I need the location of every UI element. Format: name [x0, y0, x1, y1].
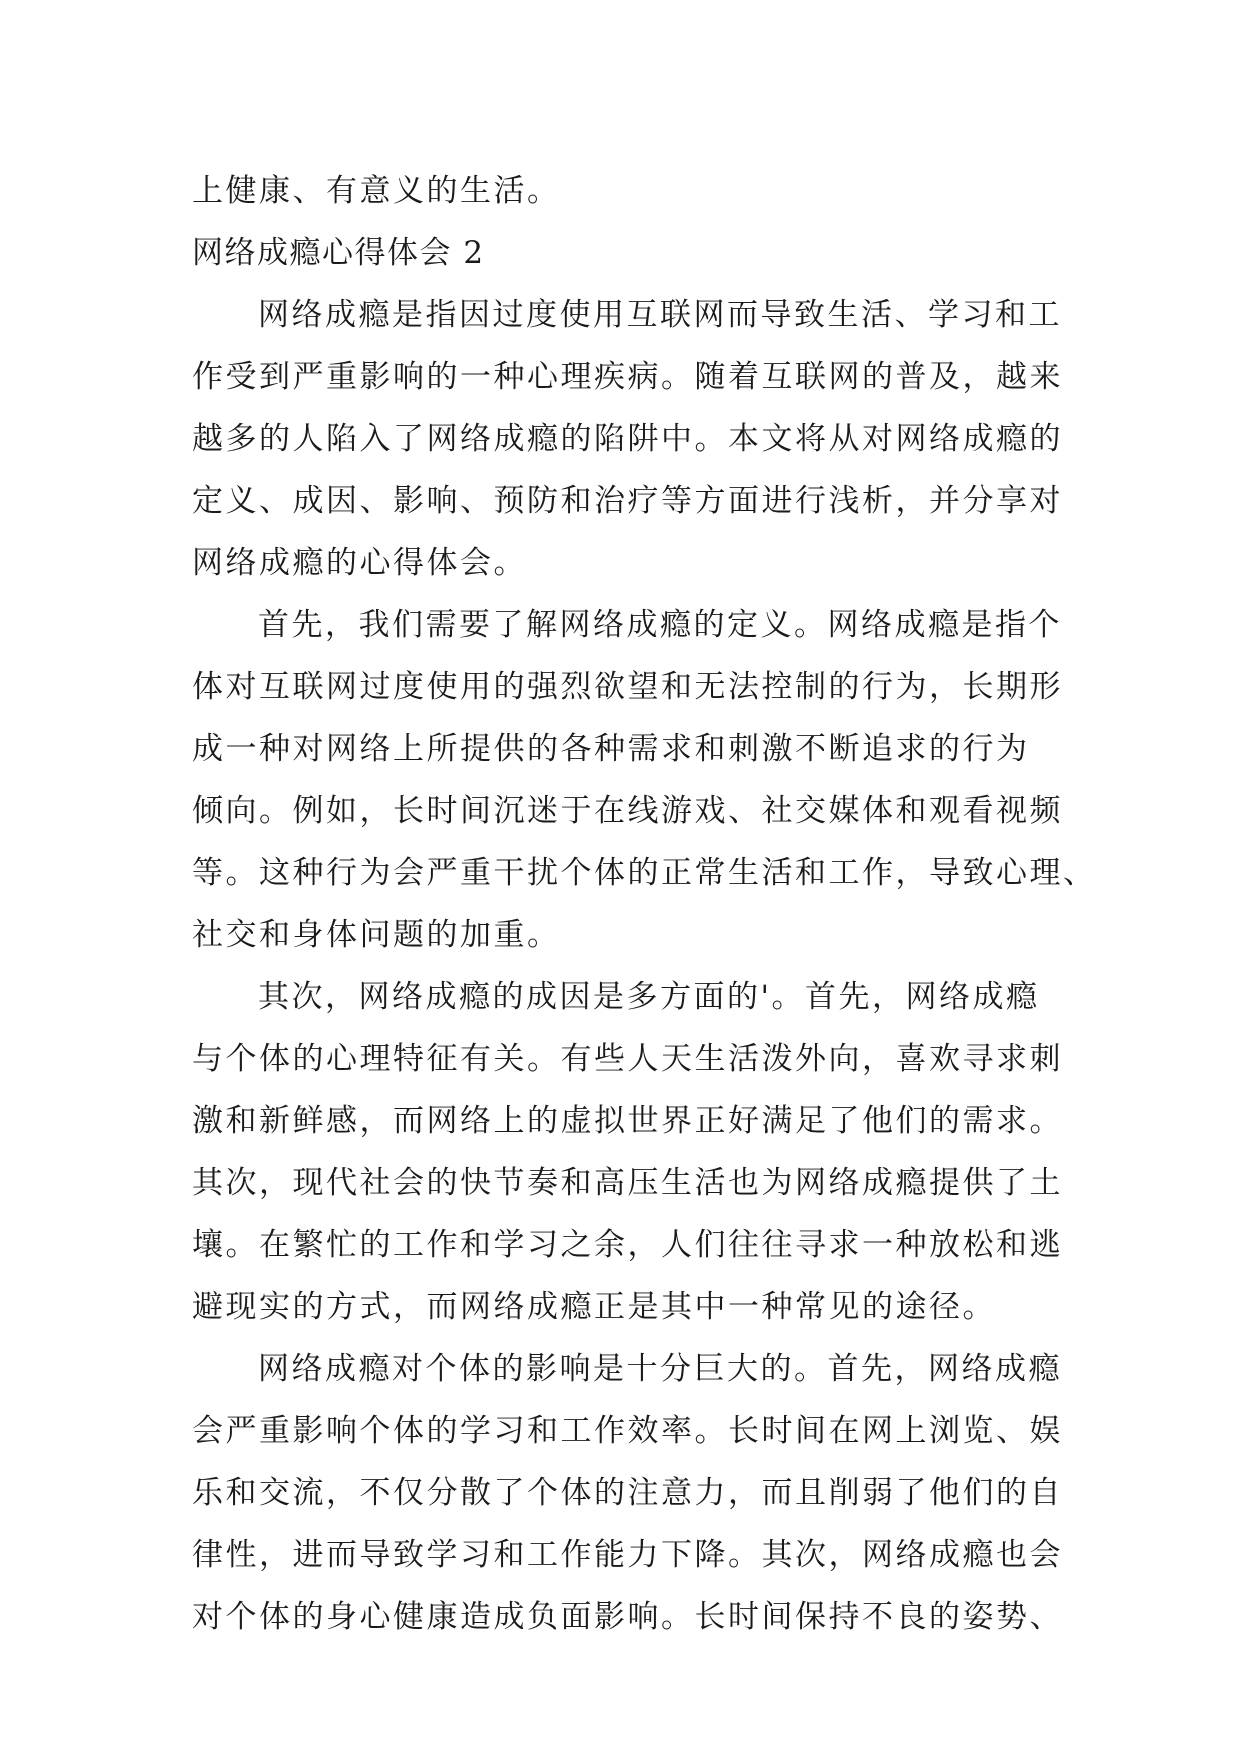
section-title: 网络成瘾心得体会 2 [192, 235, 485, 271]
paragraph-line: 社交和身体问题的加重。 [192, 917, 561, 953]
paragraph-line: 网络成瘾的心得体会。 [192, 545, 527, 581]
paragraph-line: 体对互联网过度使用的强烈欲望和无法控制的行为，长期形 [192, 669, 1063, 705]
paragraph-line: 作受到严重影响的一种心理疾病。随着互联网的普及，越来 [192, 359, 1063, 395]
paragraph-line: 律性，进而导致学习和工作能力下降。其次，网络成瘾也会 [192, 1537, 1063, 1573]
paragraph-line: 上健康、有意义的生活。 [192, 173, 561, 209]
paragraph-line: 会严重影响个体的学习和工作效率。长时间在网上浏览、娱 [192, 1413, 1063, 1449]
paragraph-line: 壤。在繁忙的工作和学习之余，人们往往寻求一种放松和逃 [192, 1227, 1063, 1263]
paragraph-line: 等。这种行为会严重干扰个体的正常生活和工作，导致心理、 [192, 855, 1097, 891]
paragraph-line: 对个体的身心健康造成负面影响。长时间保持不良的姿势、 [192, 1599, 1063, 1635]
paragraph-line: 定义、成因、影响、预防和治疗等方面进行浅析，并分享对 [192, 483, 1063, 519]
paragraph-line: 成一种对网络上所提供的各种需求和刺激不断追求的行为 [192, 731, 1030, 767]
paragraph-line: 与个体的心理特征有关。有些人天生活泼外向，喜欢寻求刺 [192, 1041, 1063, 1077]
paragraph-line: 激和新鲜感，而网络上的虚拟世界正好满足了他们的需求。 [192, 1103, 1063, 1139]
paragraph-first-line: 网络成瘾是指因过度使用互联网而导致生活、学习和工 [258, 297, 1062, 333]
paragraph-line: 越多的人陷入了网络成瘾的陷阱中。本文将从对网络成瘾的 [192, 421, 1063, 457]
paragraph-line: 倾向。例如，长时间沉迷于在线游戏、社交媒体和观看视频 [192, 793, 1063, 829]
paragraph-first-line: 网络成瘾对个体的影响是十分巨大的。首先，网络成瘾 [258, 1351, 1062, 1387]
document-body [192, 160, 1097, 1648]
paragraph-line: 乐和交流，不仅分散了个体的注意力，而且削弱了他们的自 [192, 1475, 1063, 1511]
paragraph-first-line: 其次，网络成瘾的成因是多方面的'。首先，网络成瘾 [258, 979, 1040, 1015]
paragraph-line: 避现实的方式，而网络成瘾正是其中一种常见的途径。 [192, 1289, 996, 1325]
paragraph-line: 其次，现代社会的快节奏和高压生活也为网络成瘾提供了土 [192, 1165, 1063, 1201]
paragraph-first-line: 首先，我们需要了解网络成瘾的定义。网络成瘾是指个 [258, 607, 1062, 643]
